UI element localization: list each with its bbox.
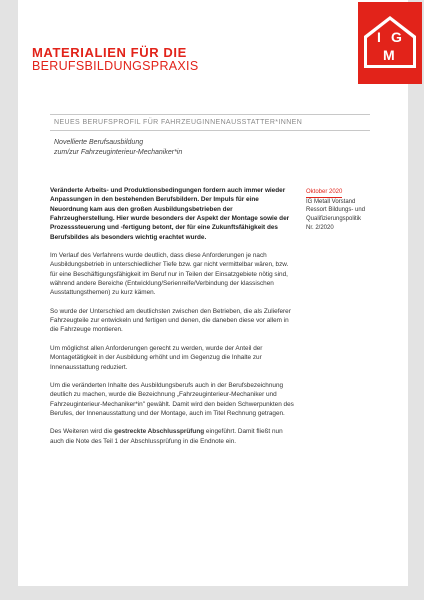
p6-bold-term: gestreckte Abschlussprüfung (114, 428, 205, 436)
svg-text:M: M (383, 47, 395, 63)
svg-text:G: G (391, 29, 402, 45)
bottom-margin-border (0, 586, 424, 600)
ig-metall-logo-icon (358, 2, 422, 84)
left-margin-border (0, 0, 18, 600)
body-paragraph-2: Im Verlauf des Verfahrens wurde deutlich, dass diese Anforderungen je nach Ausbildungsbetrieb in unterschiedlicher Tiefe bzw. gar nicht vermittelbar wären, bzw. für eine Beschäftigungsfähigkeit im Beruf nur in Teilen der Einsatzgebiete nötig sind, während andere Bereiche (Entwicklung/Serienreife/Verbindung der klassischen Ausstattungsthemen) zu kurz kämen. (50, 252, 289, 297)
subtitle-line1: Novellierte Berufsausbildung (54, 139, 144, 146)
brand-title-line1: MATERIALIEN FÜR DIE (32, 45, 187, 60)
body-paragraph-4: Um möglichst allen Anforderungen gerecht zu werden, wurde der Anteil der Montagetätigkeit in der Ausbildung erhöht und im Gegenzug die Inhalte zur Innenausstattung reduziert. (50, 344, 263, 371)
publication-meta (306, 188, 402, 232)
subtitle-line2: zum/zur Fahrzeuginterieur-Mechaniker*in (54, 148, 183, 156)
lead-paragraph: Veränderte Arbeits- und Produktionsbedingungen fordern auch immer wieder Anpassungen in den bestehenden Berufsbildern. Der Impuls für eine Neuordnung kam aus den großen Ausbildungsbetrieben der Fahrzeugherstellung. Hier wurde besonders der Aspekt der Montage sowie der Prozesssteuerung und -fertigung betont, der für eine Zukunftsfähigkeit des Berufsbildes als besonders wichtig erachtet wurde. (50, 187, 290, 241)
svg-text:I: I (377, 29, 381, 45)
body-paragraph-6 (50, 427, 296, 446)
publisher-dept-line2: Qualifizierungspolitik (306, 216, 362, 223)
body-paragraph-5: Um die veränderten Inhalte des Ausbildungsberufs auch in der Berufsbezeichnung deutlich zu machen, wurde die Bezeichnung „Fahrzeuginterieur-Mechaniker und Fahrzeuginterieur-Mechaniker*in" gewählt. Damit wird den beiden Schwerpunkten des Berufes, der Innenausstattung und der Montage, auch im Titel Rechnung getragen. (50, 381, 294, 417)
main-body-text (50, 186, 296, 455)
p6-text-start: Des Weiteren wird die (50, 428, 115, 436)
publisher-org: IG Metall Vorstand (306, 198, 356, 205)
brand-title-line2: BERUFSBILDUNGSPRAXIS (32, 59, 199, 73)
p6-text-end: eingeführt. Damit fließt nun auch die Note des Teil 1 der Abschlussprüfung in die Endnote ein. (50, 428, 283, 445)
series-brand-title (32, 46, 198, 73)
right-margin-border (408, 0, 424, 600)
publication-date: Oktober 2020 (306, 188, 342, 198)
publication-number: Nr. 2/2020 (306, 224, 334, 231)
document-subtitle (54, 138, 294, 158)
body-paragraph-3: So wurde der Unterschied am deutlichsten zwischen den Betrieben, die als Zulieferer Fahrzeugteile zur entwickeln und fertigen und denen, die daneben diese vor allem in die Fahrzeuge montieren. (50, 307, 291, 334)
publisher-dept-line1: Ressort Bildungs- und (306, 207, 366, 214)
subject-heading: NEUES BERUFSPROFIL FÜR FAHRZEUGINNENAUSSTATTER*INNEN (50, 114, 370, 131)
